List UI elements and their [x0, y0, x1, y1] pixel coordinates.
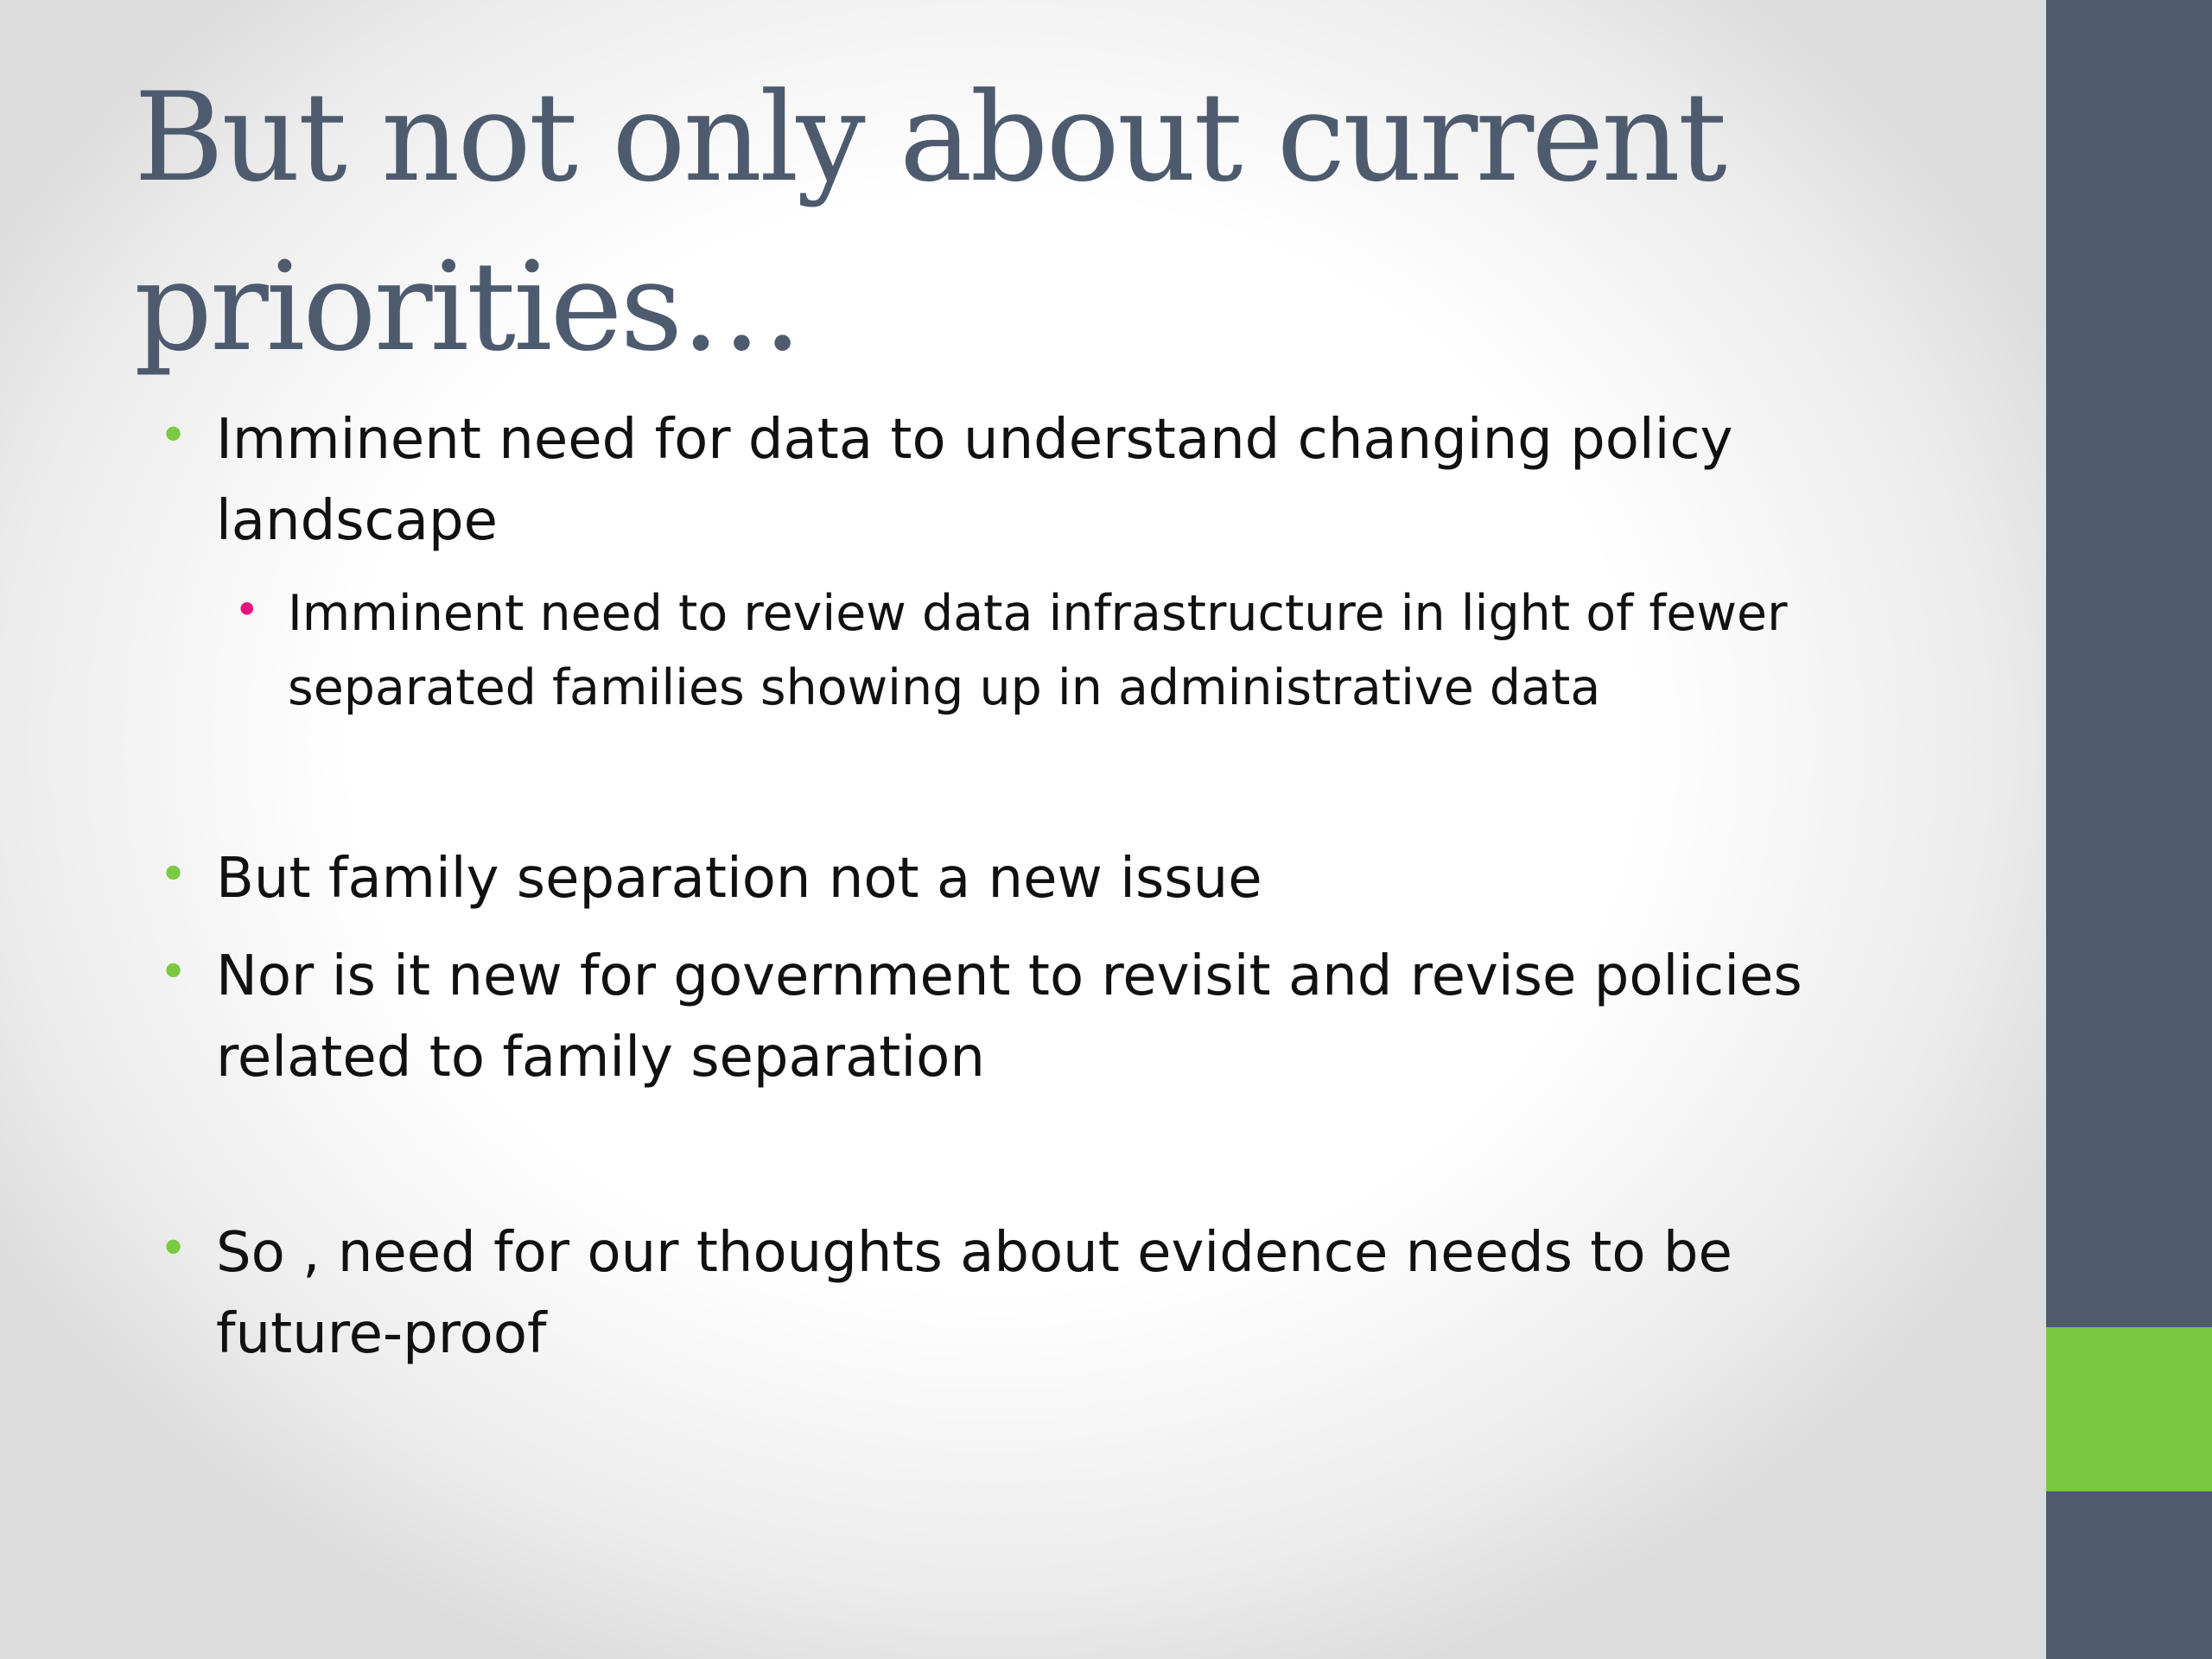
- bullet-dot-icon: •: [159, 1221, 188, 1277]
- bullet-text: Imminent need to review data infrastructure in light of fewer separated families showing up in administrative data: [288, 585, 1788, 716]
- slide-title: But not only about current priorities…: [134, 67, 1725, 378]
- bullet-text: So , need for our thoughts about evidence needs to be future-proof: [216, 1221, 1732, 1366]
- sub-bullet-item: [234, 576, 1929, 725]
- bullet-dot-icon: •: [159, 847, 188, 903]
- sub-bullet-dot-icon: •: [234, 585, 260, 635]
- bullet-text: But family separation not a new issue: [216, 847, 1262, 911]
- bullet-text: Imminent need for data to understand changing policy landscape: [216, 408, 1733, 553]
- bullet-item: [159, 399, 1936, 562]
- bullet-dot-icon: •: [159, 944, 188, 1001]
- bullet-item: [159, 1212, 1936, 1375]
- bullet-item: [159, 838, 1936, 919]
- bullet-text: Nor is it new for government to revisit and revise policies related to family separation: [216, 944, 1802, 1090]
- accent-block: [2046, 1327, 2212, 1491]
- bullet-dot-icon: •: [159, 408, 188, 464]
- bullet-item: [159, 936, 1936, 1098]
